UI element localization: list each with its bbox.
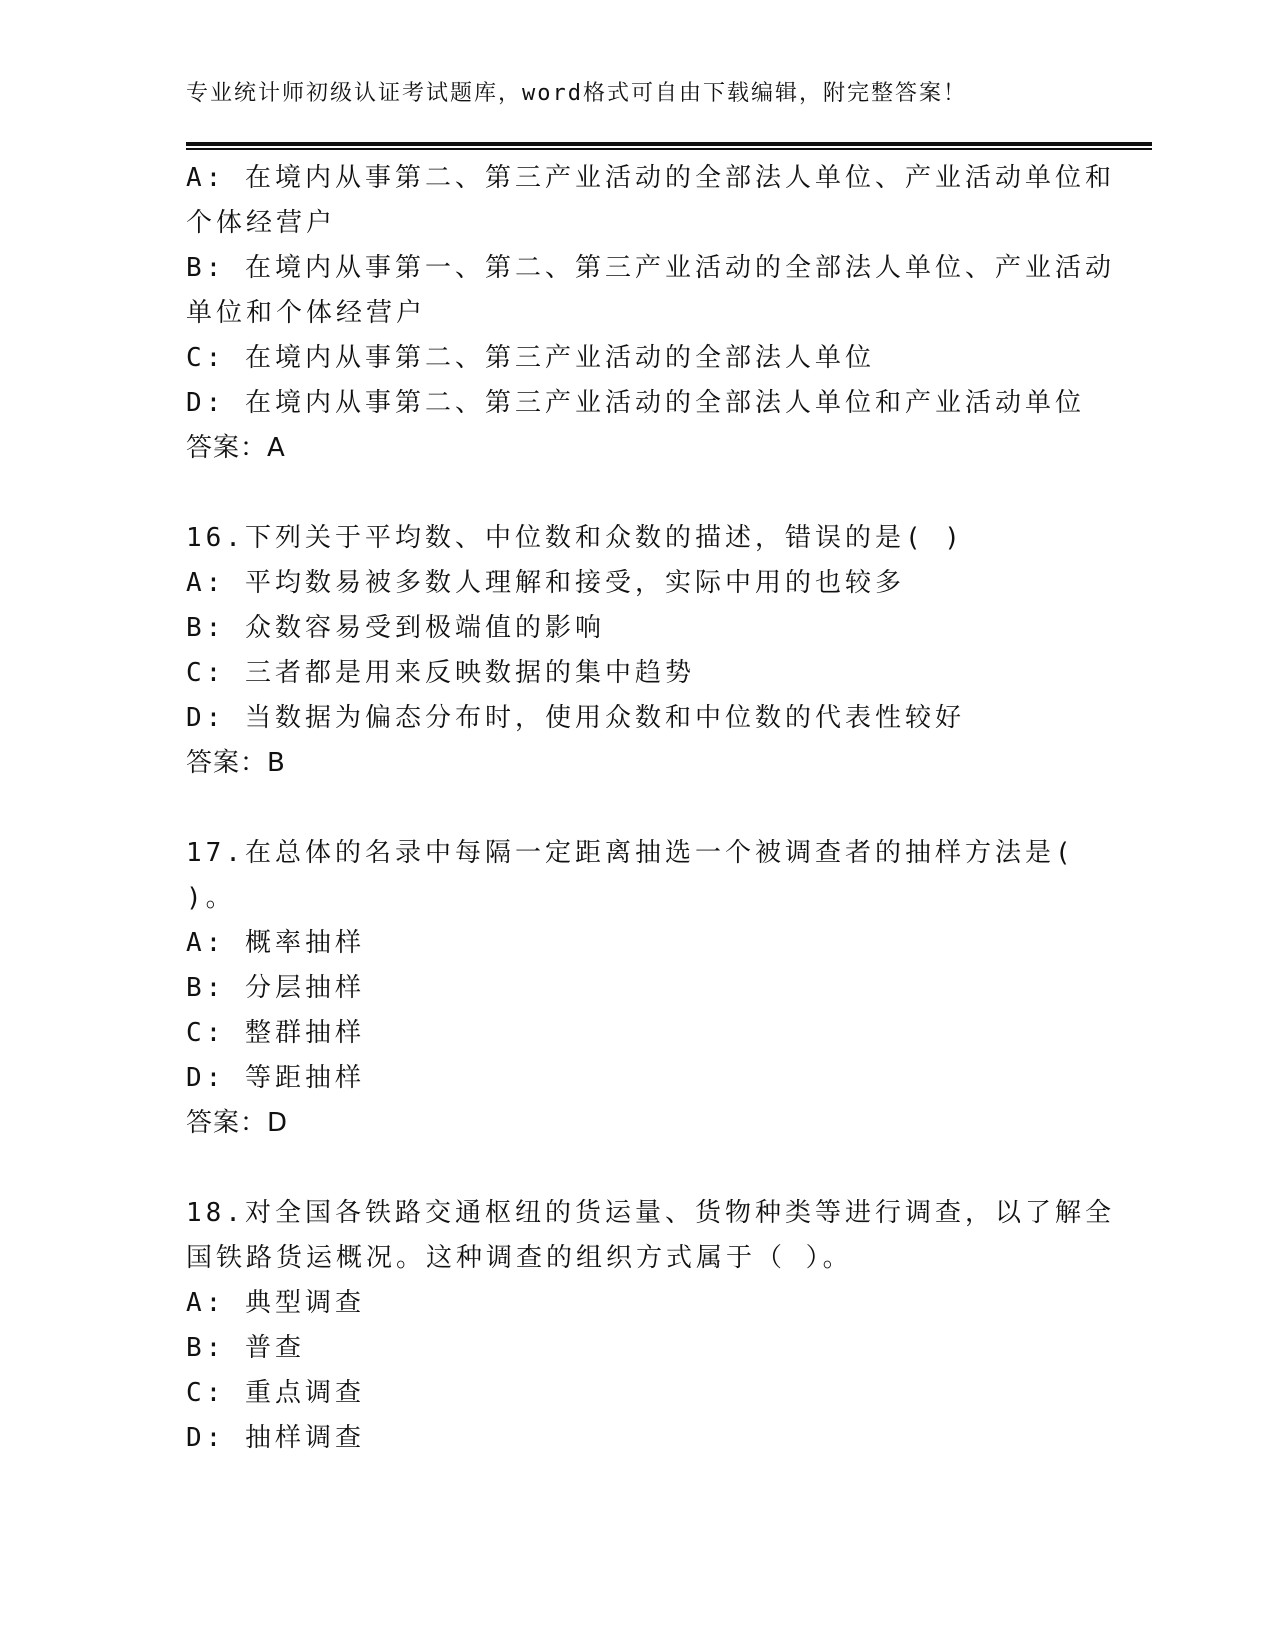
- question-stem: )。: [186, 883, 236, 913]
- option-line: B: 众数容易受到极端值的影响: [186, 613, 605, 643]
- option-line: B: 在境内从事第一、第二、第三产业活动的全部法人单位、产业活动: [186, 253, 1115, 283]
- page-header: 专业统计师初级认证考试题库，word格式可自由下载编辑，附完整答案！: [186, 81, 967, 106]
- question-stem: 16.下列关于平均数、中位数和众数的描述，错误的是( ): [186, 523, 964, 553]
- option-line: 单位和个体经营户: [186, 298, 427, 328]
- spacer: [186, 1146, 1086, 1191]
- spacer: [186, 471, 1086, 516]
- question-stem: 国铁路货运概况。这种调查的组织方式属于（ ）。: [186, 1243, 853, 1273]
- spacer: [186, 786, 1086, 831]
- question-block: [186, 156, 1115, 471]
- option-line: C: 重点调查: [186, 1378, 365, 1408]
- question-block: [186, 831, 1086, 1146]
- question-block: [186, 1191, 1115, 1461]
- option-line: A: 在境内从事第二、第三产业活动的全部法人单位、产业活动单位和: [186, 163, 1115, 193]
- option-line: D: 等距抽样: [186, 1063, 365, 1093]
- option-line: 个体经营户: [186, 208, 337, 238]
- option-line: D: 在境内从事第二、第三产业活动的全部法人单位和产业活动单位: [186, 388, 1085, 418]
- option-line: A: 典型调查: [186, 1288, 365, 1318]
- question-list: [186, 156, 1115, 1461]
- question-block: [186, 516, 1086, 786]
- question-stem: 18.对全国各铁路交通枢纽的货运量、货物种类等进行调查，以了解全: [186, 1198, 1115, 1228]
- option-line: B: 普查: [186, 1333, 305, 1363]
- header-divider-thick: [186, 142, 1152, 146]
- option-line: D: 抽样调查: [186, 1423, 365, 1453]
- option-line: C: 整群抽样: [186, 1018, 365, 1048]
- header-divider-thin: [186, 148, 1152, 150]
- option-line: C: 在境内从事第二、第三产业活动的全部法人单位: [186, 343, 875, 373]
- option-line: A: 概率抽样: [186, 928, 365, 958]
- option-line: A: 平均数易被多数人理解和接受，实际中用的也较多: [186, 568, 905, 598]
- answer-line: 答案：B: [186, 748, 286, 778]
- question-stem: 17.在总体的名录中每隔一定距离抽选一个被调查者的抽样方法是(: [186, 838, 1075, 868]
- answer-line: 答案：A: [186, 433, 286, 463]
- answer-line: 答案：D: [186, 1108, 289, 1138]
- header-divider: [186, 142, 1152, 150]
- option-line: B: 分层抽样: [186, 973, 365, 1003]
- option-line: C: 三者都是用来反映数据的集中趋势: [186, 658, 695, 688]
- option-line: D: 当数据为偏态分布时，使用众数和中位数的代表性较好: [186, 703, 965, 733]
